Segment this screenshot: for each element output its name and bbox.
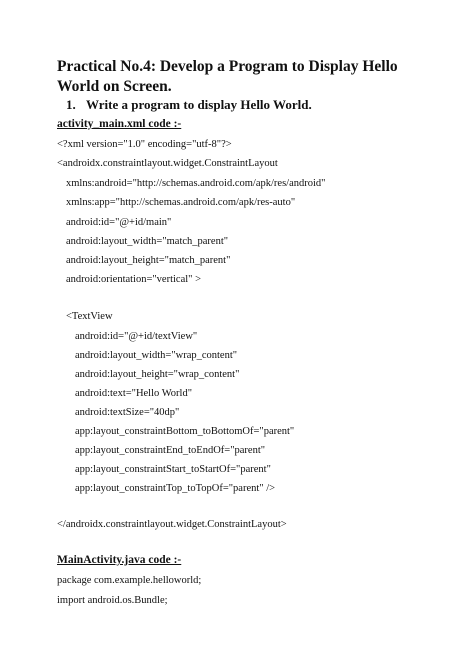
java-code-line: import android.os.Bundle; <box>57 595 168 606</box>
xml-code-line: android:text="Hello World" <box>75 388 192 399</box>
xml-code-line: app:layout_constraintTop_toTopOf="parent" /> <box>75 483 276 494</box>
java-code-line: package com.example.helloworld; <box>57 575 202 586</box>
xml-code-line: android:orientation="vertical" > <box>66 274 201 285</box>
java-code-heading: MainActivity.java code :- <box>57 554 182 566</box>
xml-code-line: <TextView <box>66 311 113 322</box>
xml-code-line: </androidx.constraintlayout.widget.ConstraintLayout> <box>57 519 287 530</box>
xml-code-line: app:layout_constraintBottom_toBottomOf="parent" <box>75 426 295 437</box>
xml-code-line: android:textSize="40dp" <box>75 407 180 418</box>
xml-code-line: android:id="@+id/main" <box>66 217 172 228</box>
xml-code-heading: activity_main.xml code :- <box>57 118 182 130</box>
xml-code-line: android:layout_width="wrap_content" <box>75 350 238 361</box>
xml-code-line: <?xml version="1.0" encoding="utf-8"?> <box>57 139 232 150</box>
question-item <box>66 97 312 113</box>
xml-code-line: android:layout_height="wrap_content" <box>75 369 240 380</box>
xml-code-line: <androidx.constraintlayout.widget.ConstraintLayout <box>57 158 278 169</box>
question-text: Write a program to display Hello World. <box>86 97 312 112</box>
question-number: 1. <box>66 97 76 112</box>
xml-code-line: android:layout_width="match_parent" <box>66 236 229 247</box>
xml-code-line: app:layout_constraintEnd_toEndOf="parent" <box>75 445 266 456</box>
page-title: Practical No.4: Develop a Program to Display Hello World on Screen. <box>57 58 398 95</box>
xml-code-line: app:layout_constraintStart_toStartOf="parent" <box>75 464 271 475</box>
xml-code-line: android:layout_height="match_parent" <box>66 255 231 266</box>
xml-code-line: xmlns:android="http://schemas.android.com/apk/res/android" <box>66 178 326 189</box>
xml-code-line: xmlns:app="http://schemas.android.com/apk/res-auto" <box>66 197 296 208</box>
xml-code-line: android:id="@+id/textView" <box>75 331 198 342</box>
